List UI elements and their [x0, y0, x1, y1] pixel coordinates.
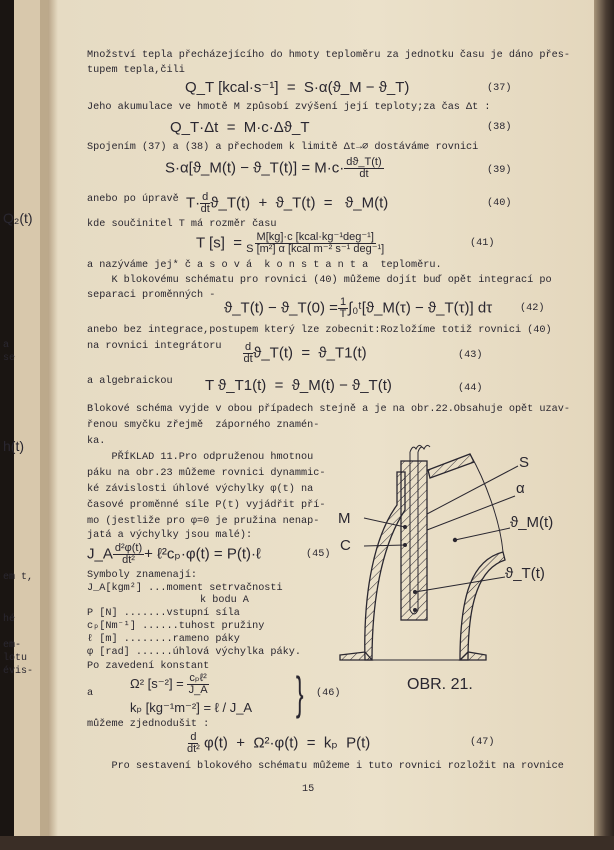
- equation-38: Q_T·Δt = M·c·Δϑ_T: [170, 119, 310, 136]
- denominator: dt²: [122, 554, 135, 566]
- equation-number: (47): [470, 737, 495, 748]
- equation-37: Q_T [kcal·s⁻¹] = S·α(ϑ_M − ϑ_T): [185, 79, 410, 96]
- symbol-desc: ......úhlová výchylka páky.: [129, 647, 301, 658]
- equation-40: [186, 192, 388, 215]
- text-line: anebo bez integrace,postupem který lze zobecnit:Rozložíme totiž rovnici (40): [87, 325, 552, 336]
- margin-fragment: se: [3, 353, 16, 364]
- eq-rhs: + ℓ²cₚ·φ(t) = P(t)·ℓ: [144, 545, 261, 563]
- text-line: Spojením (37) a (38) a přechodem k limitě Δt→∅ dostáváme rovnici: [87, 142, 479, 153]
- equation-number: (46): [316, 688, 341, 699]
- figure-label-M: M: [338, 510, 351, 527]
- denominator: dt: [359, 168, 369, 180]
- margin-fragment: em-: [3, 640, 22, 651]
- text-line: na rovnici integrátoru: [87, 341, 222, 352]
- numerator: cₚℓ²: [189, 672, 207, 684]
- margin-fragment: hé: [3, 614, 16, 625]
- equation-44: T ϑ_T1(t) = ϑ_M(t) − ϑ_T(t): [205, 377, 392, 394]
- denominator: dt²: [187, 743, 200, 755]
- eq-rhs: ϑ_T(t) = ϑ_T1(t): [253, 344, 367, 362]
- eq-lhs: S·α[ϑ_M(t) − ϑ_T(t)] = M·c·: [165, 159, 345, 177]
- bottom-book-edge: [0, 836, 614, 850]
- margin-fragment: a: [3, 340, 10, 351]
- eq-rhs: ϑ_T(t) + ϑ_T(t) = ϑ_M(t): [210, 194, 389, 212]
- text-line: Jeho akumulace ve hmotě M způsobí zvýšení její teploty;za čas Δt :: [87, 102, 491, 113]
- text-line: Množství tepla přecházejícího do hmoty teploměru za jednotku času je dáno přes-: [87, 50, 570, 61]
- text-line: můžeme zjednodušit :: [87, 719, 210, 730]
- symbol-desc: .......vstupní síla: [117, 608, 240, 619]
- right-book-edge: [594, 0, 614, 850]
- eq-rhs: φ(t) + Ω²·φ(t) = kₚ P(t): [204, 734, 371, 752]
- pipe-wall-right: [460, 552, 505, 660]
- symbol: ℓ [m]: [87, 634, 118, 645]
- equation-number: (42): [520, 303, 545, 314]
- thermometer-figure: [330, 440, 570, 670]
- text-line: řenou smyčku zřejmě záporného znamén-: [87, 420, 320, 431]
- text-line: Pro sestavení blokového schématu můžeme i tuto rovnici rozložit na rovnice: [87, 761, 564, 772]
- symbol-item: [87, 583, 283, 595]
- text-line: Po zavedení konstant: [87, 661, 210, 672]
- margin-fragment: évis-: [3, 666, 34, 677]
- text-line: časové proměnné síle P(t) vyjádřit pří-: [87, 500, 326, 511]
- numerator: 1: [339, 296, 347, 308]
- eq-lhs: J_A: [87, 545, 113, 563]
- text-line: jatá a výchylky jsou malé):: [87, 530, 253, 541]
- margin-fragment: Q₂(t): [3, 210, 33, 226]
- numerator: d: [245, 341, 252, 353]
- figure-label-theta-M: ϑ_M(t): [510, 514, 554, 531]
- denominator: J_A: [188, 684, 208, 696]
- figure-label-theta-T: ϑ_T(t): [505, 565, 545, 582]
- equation-number: (44): [458, 383, 483, 394]
- figure-label-C: C: [340, 537, 351, 554]
- text-line: páku na obr.23 můžeme rovnici dynammic-: [87, 468, 326, 479]
- eq-lhs: T·: [186, 194, 201, 212]
- sensor-body: [401, 461, 427, 620]
- denominator: dt: [200, 203, 210, 215]
- denominator: dt: [243, 353, 253, 365]
- denominator: S [m²] α [kcal m⁻² s⁻¹ deg⁻¹]: [246, 243, 385, 255]
- eq-lhs: Ω² [s⁻²] =: [130, 675, 184, 691]
- equation-number: (39): [487, 165, 512, 176]
- equation-41: [196, 232, 384, 255]
- text-line: PŘÍKLAD 11.Pro odpruženou hmotnou: [87, 452, 314, 463]
- text-line: kde součinitel T má rozměr času: [87, 219, 277, 230]
- symbol: φ [rad]: [87, 647, 130, 658]
- symbol-desc-cont: k bodu A: [200, 595, 249, 606]
- equation-number: (43): [458, 350, 483, 361]
- equation-number: (40): [487, 198, 512, 209]
- symbol-item: [87, 621, 264, 633]
- eq-rhs: ∫₀ᵗ[ϑ_M(τ) − ϑ_T(τ)] dτ: [348, 299, 493, 317]
- equation-number: (37): [487, 83, 512, 94]
- equation-number: (45): [306, 549, 331, 560]
- numerator: dϑ_T(t): [346, 156, 382, 168]
- figure-label-alpha: α: [516, 480, 525, 497]
- text-line: tupem tepla,čili: [87, 65, 185, 76]
- page-number: 15: [302, 784, 315, 795]
- figure-label-S: S: [519, 454, 530, 471]
- text-line: ké závislosti úhlové výchylky φ(t) na: [87, 484, 314, 495]
- eq-lhs: ϑ_T(t) − ϑ_T(0) =: [224, 299, 338, 317]
- symbol-desc: ......tuhost pružiny: [135, 621, 265, 632]
- denominator: T: [339, 308, 347, 320]
- numerator: d: [190, 731, 197, 743]
- symbol: cₚ[Nm⁻¹]: [87, 621, 136, 632]
- equation-39: [165, 157, 384, 180]
- numerator: d: [202, 191, 209, 203]
- pipe-wall-left: [365, 472, 405, 660]
- numerator: M[kg]·c [kcal·kg⁻¹deg⁻¹]: [256, 231, 374, 243]
- equation-45: [87, 543, 261, 566]
- equation-47: [187, 732, 370, 755]
- text-line: separaci proměnných -: [87, 290, 216, 301]
- figure-caption: OBR. 21.: [407, 676, 473, 693]
- pipe-wall-top: [428, 454, 474, 478]
- text-line: ka.: [87, 436, 106, 447]
- symbol: P [N]: [87, 608, 118, 619]
- text-line: mo (jestliže pro φ=0 je pružina nenap-: [87, 516, 320, 527]
- eq-lhs: T [s] =: [196, 234, 242, 252]
- numerator: d²φ(t): [114, 542, 143, 554]
- equation-number: (41): [470, 238, 495, 249]
- equation-number: (38): [487, 122, 512, 133]
- equation-42: [224, 297, 492, 320]
- symbol-desc: ...moment setrvačnosti: [142, 583, 283, 594]
- text-line: Blokové schéma vyjde v obou případech stejně a je na obr.22.Obsahuje opět uzav-: [87, 404, 570, 415]
- margin-fragment: h(t): [3, 438, 24, 454]
- equation-46a: [130, 673, 209, 696]
- margin-fragment: em t,: [3, 572, 34, 583]
- left-page-edge: [0, 0, 48, 850]
- text-line: K blokovému schématu pro rovnici (40) můžeme dojít buď opět integrací po: [87, 275, 552, 286]
- margin-fragment: lotu: [3, 653, 28, 664]
- symbol-item: [87, 634, 240, 646]
- text-line: a nazýváme jej* č a s o v á k o n s t a n t a teploměru.: [87, 260, 442, 271]
- symbol-desc: ........rameno páky: [117, 634, 240, 645]
- brace: }: [295, 667, 304, 719]
- text-line: Symboly znamenají:: [87, 570, 198, 581]
- text-line: a algebraickou: [87, 376, 173, 387]
- equation-43: [243, 342, 367, 365]
- text-line: a: [87, 688, 94, 699]
- symbol-item: [87, 608, 240, 620]
- equation-46b: kₚ [kg⁻¹m⁻²] = ℓ / J_A: [130, 700, 253, 715]
- symbol: J_A[kgm²]: [87, 583, 143, 594]
- symbol-item: [87, 647, 301, 659]
- text-line: anebo po úpravě: [87, 194, 179, 205]
